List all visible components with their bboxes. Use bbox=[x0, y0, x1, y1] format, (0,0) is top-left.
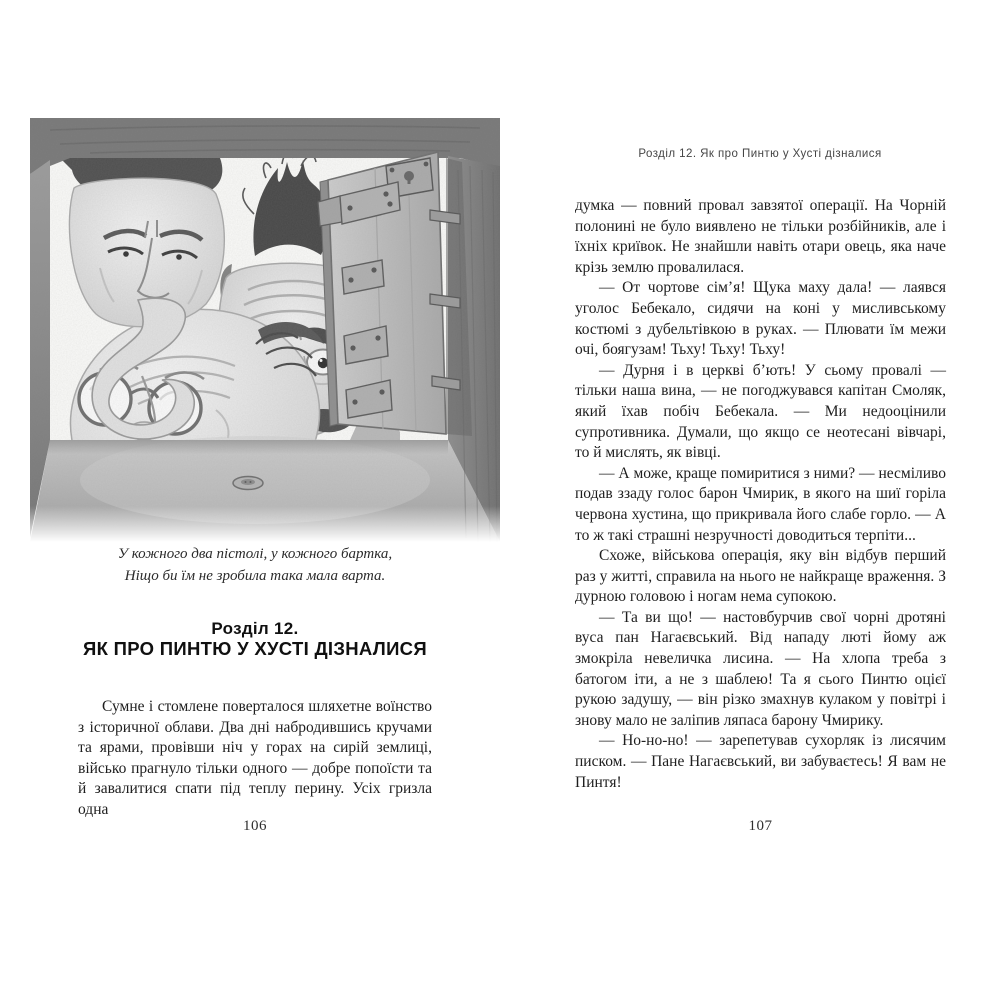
caption-line: У кожного два пістолі, у кожного бартка, bbox=[117, 546, 393, 562]
left-page-body bbox=[78, 697, 432, 821]
page-number-right: 107 bbox=[748, 818, 773, 834]
pencil-drawing-chest-interior bbox=[30, 118, 500, 542]
paragraph: Сумне і стомлене поверталося шляхетне воїнство з історичної облави. Два дні набродившись кручами та ярами, провівши ніч у горах на сирій землиці, військо прагнуло тільки одного — добре попоїсти та й завалитися спати під теплу перину. Усіх гризла одна bbox=[78, 698, 432, 818]
paragraph: — Но-но-но! — зарепетував сухорляк із лисячим писком. — Пане Нагаєвський, ви забуваєтесь! Я вам не Пинтя! bbox=[575, 732, 946, 791]
chapter-title: ЯК ПРО ПИНТЮ У ХУСТІ ДІЗНАЛИСЯ bbox=[83, 638, 427, 659]
caption-line: Ніщо би їм не зробила така мала варта. bbox=[124, 568, 386, 584]
right-page-body bbox=[575, 196, 946, 793]
chapter-heading bbox=[30, 619, 480, 660]
chapter-illustration bbox=[30, 118, 500, 542]
paragraph: — Та ви що! — настовбурчив свої чорні дротяні вуса пан Нагаєвський. Від нападу люті йому аж змокріла невеличка лисина. — На хлопа треба з батогом іти, а не з шаблею! Та я сього Пинтю оцієї рукою задушу, — він різко змахнув кулаком у повітрі і знову мало не заліпив ляпаса барону Чмирику. bbox=[575, 608, 946, 729]
running-header: Розділ 12. Як про Пинтю у Хусті дізналися bbox=[638, 148, 882, 160]
paragraph: — А може, краще помиритися з ними? — несміливо подав ззаду голос барон Чмирик, в якого на шиї горіла червона хустина, що прикривала його слабе горло. — А то ж такі страшні незручності доводиться терпіти... bbox=[575, 464, 946, 544]
chapter-number: Розділ 12. bbox=[211, 619, 299, 638]
paragraph: думка — повний провал завзятої операції. На Чорній полонині не було виявлено не тільки розбійників, але і їхніх криївок. Не знайшли навіть отари овець, яка наче крізь землю провалилася. bbox=[575, 197, 946, 276]
paragraph: Схоже, військова операція, яку він відбув перший раз у житті, справила на нього не найкраще враження. З дурною головою і ногам нема супокою. bbox=[575, 547, 946, 606]
paragraph: — От чортове сім’я! Щука маху дала! — лаявся уголос Бебекало, сидячи на коні у мисливському костюмі з дубельтівкою в руках. — Плювати їм межи очі, боягузам! Тьху! Тьху! Тьху! bbox=[575, 279, 946, 359]
page-number-left: 106 bbox=[243, 818, 267, 834]
illustration-caption bbox=[70, 543, 440, 587]
paragraph: — Дурня і в церкві б’ють! У сьому провалі — тільки наша вина, — не погоджувався капітан Смоляк, який їхав побіч Бебекала. — Ми недооцінили супротивника. Думали, що якщо се неотесані вівчарі, то й мислять, як вівці. bbox=[575, 361, 946, 462]
